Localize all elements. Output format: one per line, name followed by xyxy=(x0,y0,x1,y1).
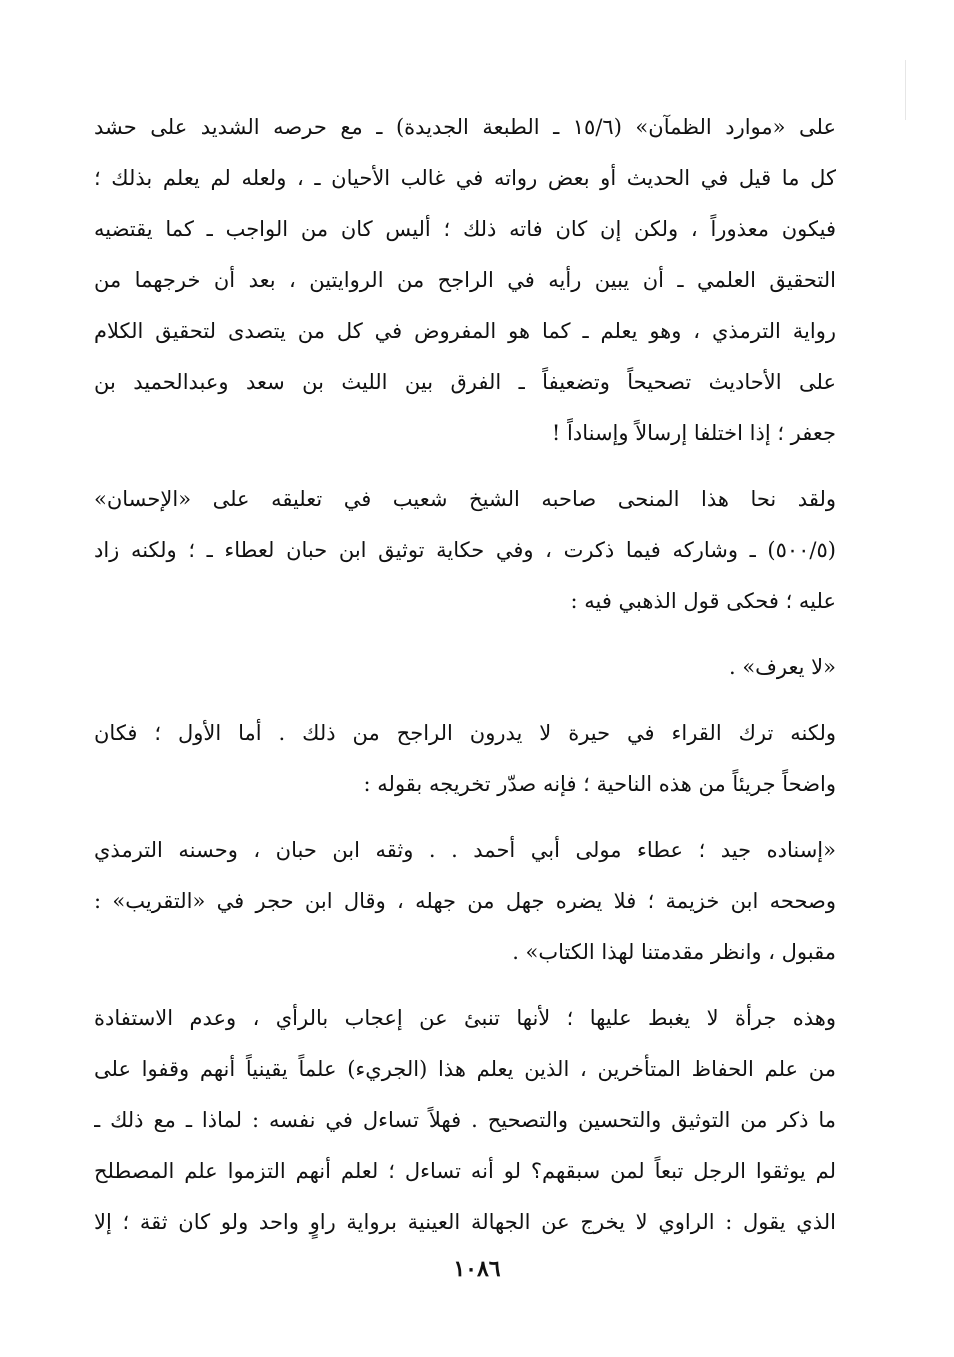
text-line: رواية الترمذي ، وهو يعلم ـ كما هو المفروض في كل من يتصدى لتحقيق الكلام xyxy=(94,319,836,343)
paragraph-5-quote xyxy=(94,825,836,978)
body-text xyxy=(94,102,836,1248)
text-line: كل ما قيل في الحديث أو بعض رواته في غالب الأحيان ـ ، ولعله لم يعلم بذلك ؛ xyxy=(94,166,836,190)
text-line: من علم الحفاظ المتأخرين ، الذين يعلم هذا (الجريء) علماً يقينياً أنهم وقفوا على xyxy=(94,1057,836,1081)
text-line: «إسناده جيد ؛ عطاء مولى أبي أحمد . . وثقه ابن حبان ، وحسنه الترمذي xyxy=(94,838,836,862)
text-line: التحقيق العلمي ـ أن يبين رأيه في الراجح من الروايتين ، بعد أن خرجهما من xyxy=(94,268,836,292)
text-line: ولكنه ترك القراء في حيرة لا يدرون الراجح من ذلك . أما الأول ؛ فكان xyxy=(94,721,836,745)
text-line: على الأحاديث تصحيحاً وتضعيفاً ـ الفرق بين الليث بن سعد وعبدالحميد بن xyxy=(94,370,836,394)
paragraph-2 xyxy=(94,474,836,627)
text-line: واضحاً جريئاً من هذه الناحية ؛ فإنه صدّر تخريجه بقوله : xyxy=(363,772,836,796)
text-line: على «موارد الظمآن» (١٥/٦ ـ الطبعة الجديدة) ـ مع حرصه الشديد على حشد xyxy=(94,115,836,139)
text-line: وصححه ابن خزيمة ؛ فلا يضره جهل من جهله ، وقال ابن حجر في «التقريب» : xyxy=(94,889,836,913)
text-line: الذي يقول : الراوي لا يخرج عن الجهالة العينية برواية راوٍ واحد ولو كان ثقة ؛ إلا xyxy=(94,1210,836,1234)
text-line: عليه ؛ فحكى قول الذهبي فيه : xyxy=(570,589,836,613)
margin-rule xyxy=(905,60,906,120)
text-line: «لا يعرف» . xyxy=(728,655,836,679)
text-line: وهذه جرأة لا يغبط عليها ؛ لأنها تنبئ عن إعجاب بالرأي ، وعدم الاستفادة xyxy=(94,1006,836,1030)
paragraph-6 xyxy=(94,993,836,1248)
paragraph-1 xyxy=(94,102,836,459)
text-line: لم يوثقوا الرجل تبعاً لمن سبقهم؟ لو أنه تساءل ؛ لعلم أنهم التزموا علم المصطلح xyxy=(94,1159,836,1183)
text-line: جعفر ؛ إذا اختلفا إرسالاً وإسناداً ! xyxy=(551,421,836,445)
text-line: (٥٠٠/٥) ـ وشاركه فيما ذكرت ، وفي حكاية توثيق ابن حبان لعطاء ـ ؛ ولكنه زاد xyxy=(94,538,836,562)
paragraph-3-quote xyxy=(94,642,836,693)
page-number: ١٠٨٦ xyxy=(453,1256,501,1282)
text-line: فيكون معذوراً ، ولكن إن كان فاته ذلك ؛ أليس كان من الواجب ـ كما يقتضيه xyxy=(94,217,836,241)
text-line: ولقد نحا هذا المنحى صاحبه الشيخ شعيب في تعليقه على «الإحسان» xyxy=(94,487,836,511)
paragraph-4 xyxy=(94,708,836,810)
text-line: ما ذكر من التوثيق والتحسين والتصحيح . فهلاً تساءل في نفسه : لماذا ـ مع ذلك ـ xyxy=(94,1108,836,1132)
text-line: مقبول ، وانظر مقدمتنا لهذا الكتاب» . xyxy=(512,940,836,964)
